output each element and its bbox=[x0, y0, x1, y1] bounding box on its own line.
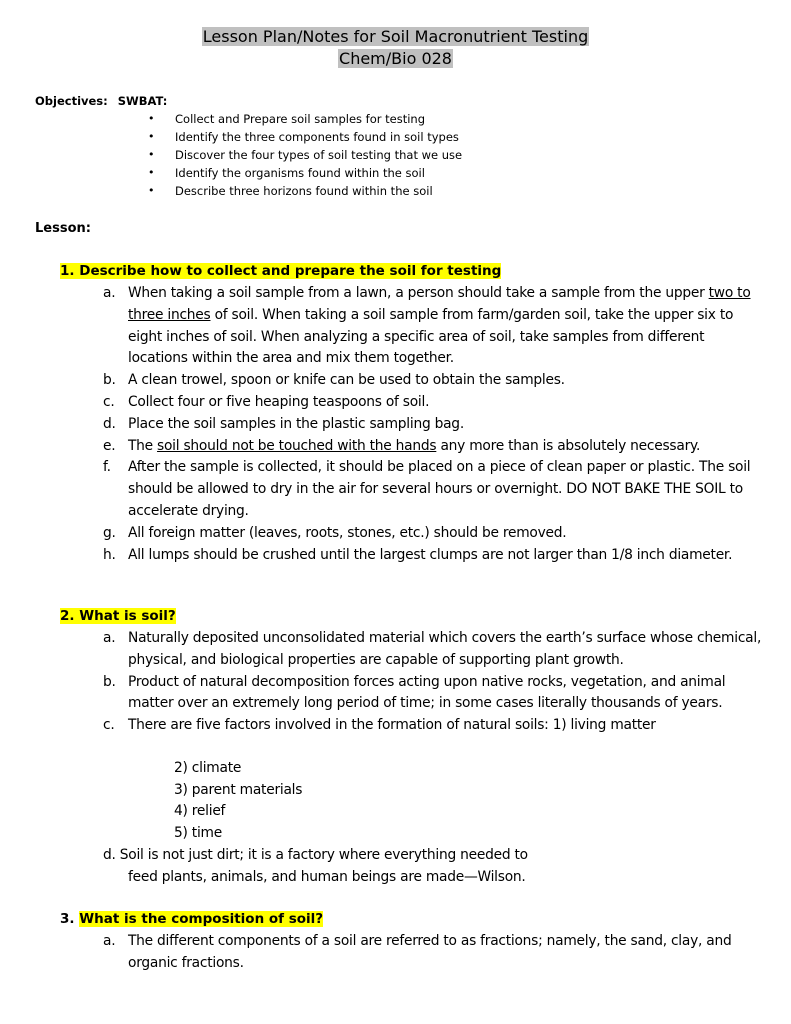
section-number: 2. bbox=[60, 608, 75, 624]
list-item bbox=[103, 628, 763, 672]
lesson-heading: Lesson: bbox=[35, 221, 91, 236]
list-item bbox=[103, 523, 763, 545]
objective-item bbox=[146, 182, 462, 200]
item-marker: a. bbox=[103, 933, 116, 949]
swbat-label: SWBAT: bbox=[117, 94, 168, 108]
item-marker: c. bbox=[103, 393, 115, 410]
section-2-item-d bbox=[103, 845, 763, 889]
document-title bbox=[0, 27, 791, 46]
objective-item bbox=[146, 164, 462, 182]
section-3-heading bbox=[60, 910, 323, 929]
item-marker: h. bbox=[103, 546, 116, 563]
item-marker: a. bbox=[103, 630, 116, 646]
title-line-2: Chem/Bio 028 bbox=[339, 49, 452, 68]
item-text: There are five factors involved in the formation of natural soils: 1) living matter bbox=[128, 717, 656, 734]
bullet-icon: • bbox=[148, 166, 155, 179]
item-text: Naturally deposited unconsolidated material which covers the earth’s surface whose chemical, physical, and biological properties are capable of supporting plant growth. bbox=[128, 630, 762, 668]
objectives-list bbox=[146, 110, 462, 200]
objective-text: Identify the organisms found within the soil bbox=[175, 166, 425, 180]
section-1-items bbox=[103, 283, 763, 566]
objectives-label: Objectives: bbox=[35, 94, 108, 108]
objective-text: Identify the three components found in soil types bbox=[175, 130, 459, 144]
item-text: A clean trowel, spoon or knife can be used to obtain the samples. bbox=[128, 372, 565, 389]
section-1-heading bbox=[60, 262, 501, 281]
item-text: After the sample is collected, it should be placed on a piece of clean paper or plastic. The soil should be allowed to dry in the air for several hours or overnight. DO NOT BAKE THE SOIL to accelerate drying. bbox=[128, 459, 751, 519]
list-item bbox=[103, 457, 763, 522]
item-marker: d. bbox=[103, 415, 116, 432]
item-marker: f. bbox=[103, 459, 111, 476]
item-marker: a. bbox=[103, 285, 116, 301]
objective-text: Discover the four types of soil testing that we use bbox=[175, 148, 463, 162]
list-item bbox=[103, 414, 763, 436]
objectives-heading bbox=[35, 93, 167, 109]
underlined-text: two to three inches bbox=[128, 285, 751, 323]
item-text: The different components of a soil are referred to as fractions; namely, the sand, clay, and organic fractions. bbox=[128, 933, 732, 971]
section-1-heading-highlight bbox=[60, 263, 501, 279]
item-text: All foreign matter (leaves, roots, stones, etc.) should be removed. bbox=[128, 524, 567, 541]
factor-item: 4) relief bbox=[174, 803, 226, 819]
list-item bbox=[103, 545, 763, 567]
section-heading-text: What is the composition of soil? bbox=[79, 911, 324, 927]
item-marker: e. bbox=[103, 437, 116, 454]
section-2-heading bbox=[60, 607, 176, 626]
item-text-continuation: feed plants, animals, and human beings are made—Wilson. bbox=[128, 868, 526, 885]
item-text: Place the soil samples in the plastic sampling bag. bbox=[128, 415, 464, 432]
objective-text: Describe three horizons found within the soil bbox=[175, 184, 433, 198]
section-2-heading-highlight bbox=[60, 608, 176, 624]
bullet-icon: • bbox=[148, 112, 155, 125]
bullet-icon: • bbox=[148, 130, 155, 143]
item-text: Product of natural decomposition forces acting upon native rocks, vegetation, and animal matter over an extremely long period of time; in some cases literally thousands of years. bbox=[128, 673, 726, 712]
title-line-1: Lesson Plan/Notes for Soil Macronutrient Testing bbox=[202, 27, 589, 46]
bullet-icon: • bbox=[148, 148, 155, 161]
list-item bbox=[103, 715, 763, 737]
bullet-icon: • bbox=[148, 184, 155, 197]
item-marker: b. bbox=[103, 673, 116, 690]
factor-item: 2) climate bbox=[174, 760, 242, 776]
section-3-items bbox=[103, 931, 763, 975]
list-item bbox=[103, 283, 763, 370]
factor-item: 3) parent materials bbox=[174, 781, 303, 798]
section-number: 3. bbox=[60, 911, 75, 927]
item-text: of soil. When taking a soil sample from farm/garden soil, take the upper six to eight inches of soil. When analyzing a specific area of soil, take samples from different locations within the area and mix them together. bbox=[128, 306, 734, 367]
item-text: All lumps should be crushed until the largest clumps are not larger than 1/8 inch diameter. bbox=[128, 546, 733, 563]
item-text: Collect four or five heaping teaspoons of soil. bbox=[128, 393, 430, 410]
objective-text: Collect and Prepare soil samples for testing bbox=[175, 112, 426, 126]
section-heading-text: Describe how to collect and prepare the soil for testing bbox=[79, 263, 502, 279]
item-marker: c. bbox=[103, 717, 115, 734]
section-heading-text: What is soil? bbox=[79, 608, 176, 624]
list-item bbox=[103, 370, 763, 392]
item-text: d. Soil is not just dirt; it is a factory where everything needed to bbox=[103, 847, 528, 863]
document-subtitle bbox=[0, 49, 791, 68]
item-text: any more than is absolutely necessary. bbox=[436, 437, 701, 454]
soil-factors-list bbox=[174, 758, 302, 844]
objective-item bbox=[146, 110, 462, 128]
item-text: The bbox=[128, 437, 158, 454]
section-2-items bbox=[103, 628, 763, 737]
item-marker: b. bbox=[103, 372, 116, 389]
item-text: When taking a soil sample from a lawn, a person should take a sample from the upper bbox=[128, 285, 709, 301]
list-item bbox=[103, 672, 763, 716]
list-item bbox=[103, 436, 763, 458]
list-item bbox=[103, 392, 763, 414]
objective-item bbox=[146, 146, 462, 164]
underlined-text: soil should not be touched with the hands bbox=[157, 437, 437, 454]
item-marker: g. bbox=[103, 524, 116, 541]
factor-item: 5) time bbox=[174, 824, 222, 841]
section-number: 1. bbox=[60, 263, 75, 279]
objective-item bbox=[146, 128, 462, 146]
list-item bbox=[103, 931, 763, 975]
